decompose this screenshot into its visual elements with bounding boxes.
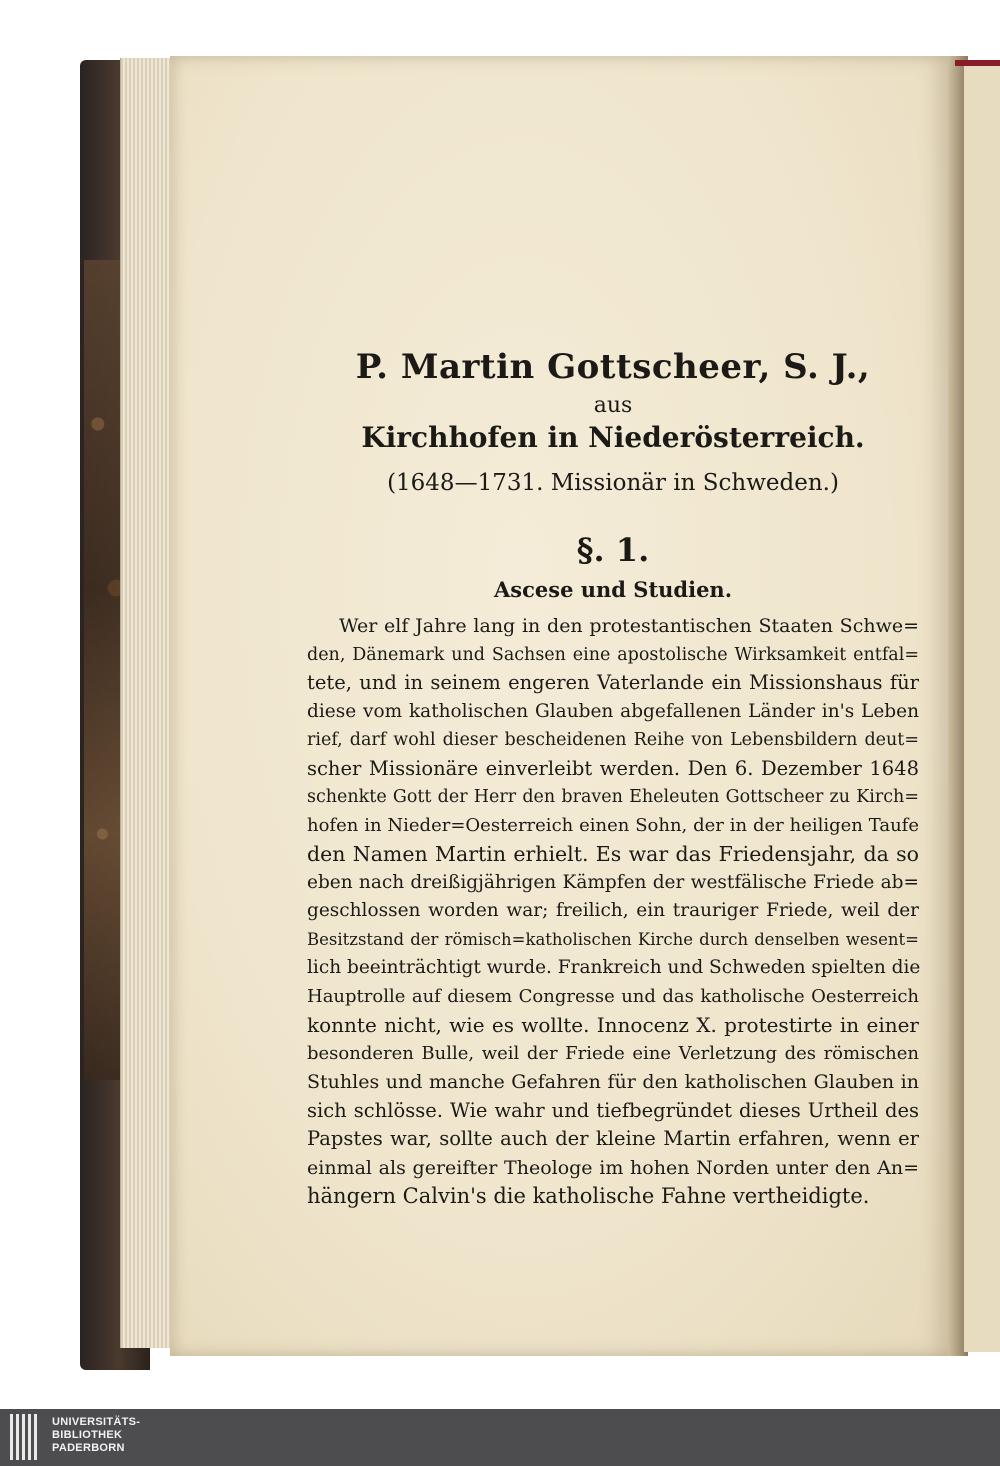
text-line: den, Dänemark und Sachsen eine apostolische Wirksamkeit entfal= <box>307 644 919 665</box>
origin-place: Kirchhofen in Niederösterreich. <box>361 421 865 454</box>
library-name <box>52 1416 140 1455</box>
text-line: diese vom katholischen Glauben abgefallenen Länder in's Leben <box>307 700 919 722</box>
text-line: rief, darf wohl dieser bescheidenen Reihe von Lebensbildern deut= <box>307 730 919 750</box>
section-number: §. 1. <box>576 531 650 569</box>
library-name-line: PADERBORN <box>52 1442 125 1454</box>
facing-page-edge <box>964 62 1000 1352</box>
library-logo-icon <box>10 1414 44 1460</box>
section-title: Ascese und Studien. <box>493 577 733 602</box>
text-line: sich schlösse. Wie wahr und tiefbegründet dieses Urtheil des <box>307 1098 919 1122</box>
body-text <box>307 612 919 1211</box>
dates-role: (1648—1731. Missionär in Schweden.) <box>387 470 839 496</box>
text-line: Besitzstand der römisch=katholischen Kirche durch denselben wesent= <box>307 929 919 949</box>
text-line: Papstes war, sollte auch der kleine Martin erfahren, wenn er <box>307 1127 919 1150</box>
text-line: konnte nicht, wie es wollte. Innocenz X. protestirte in einer <box>307 1013 919 1037</box>
text-line: schenkte Gott der Herr den braven Eheleuten Gottscheer zu Kirch= <box>307 787 919 807</box>
text-line: scher Missionäre einverleibt werden. Den 6. Dezember 1648 <box>307 756 919 780</box>
text-line: einmal als gereifter Theologe im hohen Norden unter den An= <box>307 1156 919 1179</box>
chapter-title: P. Martin Gottscheer, S. J., <box>355 347 871 387</box>
text-line: Wer elf Jahre lang in den protestantischen Staaten Schwe= <box>339 615 919 637</box>
library-footer <box>0 1409 1000 1466</box>
bookmark-ribbon <box>955 60 1000 66</box>
text-line: besonderen Bulle, weil der Friede eine Verletzung des römischen <box>307 1042 919 1064</box>
text-line: hängern Calvin's die katholische Fahne vertheidigte. <box>307 1184 870 1208</box>
text-line: geschlossen worden war; freilich, ein trauriger Friede, weil der <box>307 900 919 921</box>
text-line: lich beeinträchtigt wurde. Frankreich und Schweden spielten die <box>307 957 921 978</box>
text-line: Stuhles und manche Gefahren für den katholischen Glauben in <box>307 1071 919 1093</box>
origin-prefix: aus <box>593 393 633 418</box>
text-line: tete, und in seinem engeren Vaterlande ein Missionshaus für <box>307 671 919 694</box>
text-line: Hauptrolle auf diesem Congresse und das katholische Oesterreich <box>307 985 919 1007</box>
library-name-line: BIBLIOTHEK <box>52 1429 123 1441</box>
text-line: eben nach dreißigjährigen Kämpfen der westfälische Friede ab= <box>307 871 919 893</box>
text-line: hofen in Nieder=Oesterreich einen Sohn, der in der heiligen Taufe <box>307 814 919 836</box>
library-name-line: UNIVERSITÄTS- <box>52 1416 141 1428</box>
text-line: den Namen Martin erhielt. Es war das Friedensjahr, da so <box>307 842 919 866</box>
